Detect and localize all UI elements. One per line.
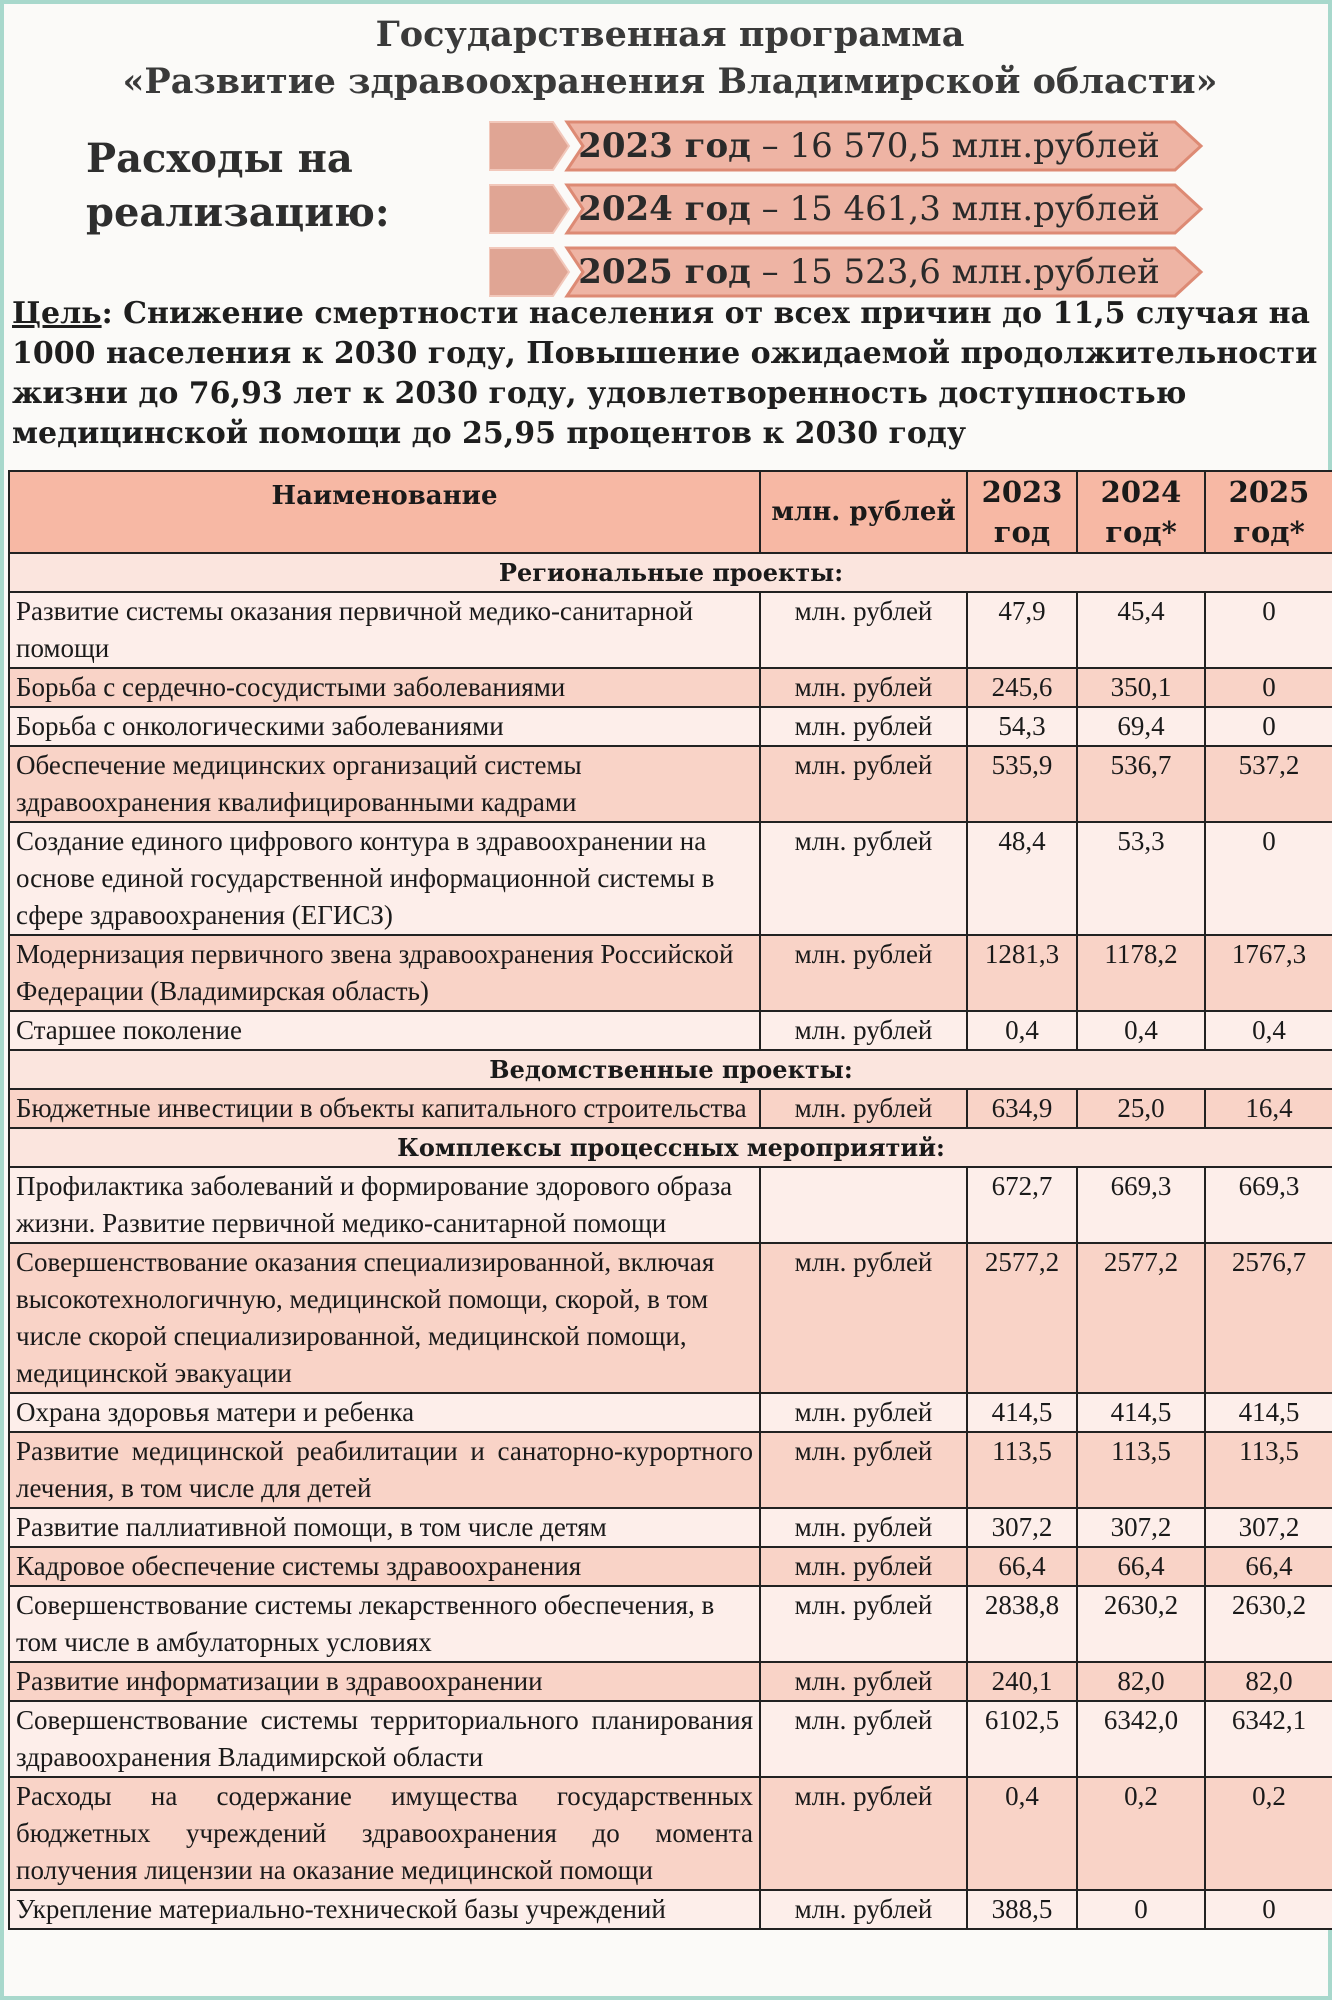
row-value-2024: 350,1 <box>1077 668 1205 707</box>
page-title-line2: «Развитие здравоохранения Владимирской области» <box>122 61 1218 102</box>
table-row <box>9 1243 1332 1393</box>
goal-description: : Снижение смертности населения от всех причин до 11,5 случая на 1000 населения к 2030 году, Повышение ожидаемой продолжительности жизни до 76,93 лет к 2030 году, удовлетворенность доступностью медицинской помощи до 25,95 процентов к 2030 году <box>12 296 1318 451</box>
header-name: Наименование <box>9 471 760 553</box>
row-name: Обеспечение медицинских организаций системы здравоохранения квалифицированными кадрами <box>9 746 760 822</box>
row-name: Укрепление материально-технической базы учреждений <box>9 1890 760 1929</box>
table-body <box>9 553 1332 1929</box>
row-unit: млн. рублей <box>760 1701 967 1777</box>
row-value-2023: 66,4 <box>967 1547 1077 1586</box>
header-2024-suffix: год* <box>1105 515 1177 549</box>
row-name: Совершенствование системы лекарственного обеспечения, в том числе в амбулаторных условиях <box>9 1586 760 1662</box>
table-row <box>9 1393 1332 1432</box>
row-name: Старшее поколение <box>9 1011 760 1050</box>
row-value-2025: 537,2 <box>1205 746 1332 822</box>
goal-text <box>12 294 1322 454</box>
row-name: Развитие медицинской реабилитации и санаторно-курортного лечения, в том числе для детей <box>9 1432 760 1508</box>
row-name: Модернизация первичного звена здравоохранения Российской Федерации (Владимирская область) <box>9 935 760 1011</box>
table-row <box>9 1547 1332 1586</box>
row-name: Развитие системы оказания первичной медико-санитарной помощи <box>9 592 760 668</box>
header-2023-year: 2023 <box>981 475 1063 509</box>
row-unit: млн. рублей <box>760 707 967 746</box>
row-value-2023: 245,6 <box>967 668 1077 707</box>
row-value-2024: 53,3 <box>1077 822 1205 935</box>
row-unit: млн. рублей <box>760 592 967 668</box>
row-name: Профилактика заболеваний и формирование здорового образа жизни. Развитие первичной медико-санитарной помощи <box>9 1167 760 1243</box>
expense-arrow-2025 <box>489 244 1205 300</box>
row-value-2023: 2577,2 <box>967 1243 1077 1393</box>
table-row <box>9 1167 1332 1243</box>
section-title: Ведомственные проекты: <box>9 1050 1332 1089</box>
row-name: Охрана здоровья матери и ребенка <box>9 1393 760 1432</box>
row-unit: млн. рублей <box>760 1011 967 1050</box>
expense-text-2025 <box>559 244 1179 300</box>
row-value-2023: 2838,8 <box>967 1586 1077 1662</box>
row-value-2024: 25,0 <box>1077 1089 1205 1128</box>
row-name: Бюджетные инвестиции в объекты капитального строительства <box>9 1089 760 1128</box>
row-value-2023: 0,4 <box>967 1777 1077 1890</box>
row-name: Борьба с сердечно-сосудистыми заболеваниями <box>9 668 760 707</box>
header-2024 <box>1077 471 1205 553</box>
row-value-2024: 45,4 <box>1077 592 1205 668</box>
table-header-row <box>9 471 1332 553</box>
header-unit: млн. рублей <box>760 471 967 553</box>
row-unit: млн. рублей <box>760 1432 967 1508</box>
row-name: Расходы на содержание имущества государственных бюджетных учреждений здравоохранения до момента получения лицензии на оказание медицинской помощи <box>9 1777 760 1890</box>
expense-amount: – 15 461,3 млн.рублей <box>750 189 1160 229</box>
table-row <box>9 592 1332 668</box>
row-value-2023: 634,9 <box>967 1089 1077 1128</box>
row-unit: млн. рублей <box>760 1586 967 1662</box>
expenses-label-line1: Расходы на <box>86 135 353 182</box>
row-value-2023: 414,5 <box>967 1393 1077 1432</box>
row-value-2024: 669,3 <box>1077 1167 1205 1243</box>
header-2025-suffix: год* <box>1233 515 1305 549</box>
row-value-2023: 6102,5 <box>967 1701 1077 1777</box>
expense-amount: – 15 523,6 млн.рублей <box>750 252 1160 292</box>
header-2024-year: 2024 <box>1100 475 1182 509</box>
row-value-2025: 82,0 <box>1205 1662 1332 1701</box>
row-value-2025: 0 <box>1205 1890 1332 1929</box>
row-value-2023: 535,9 <box>967 746 1077 822</box>
row-value-2024: 113,5 <box>1077 1432 1205 1508</box>
section-title: Комплексы процессных мероприятий: <box>9 1128 1332 1167</box>
row-value-2023: 307,2 <box>967 1508 1077 1547</box>
table-row <box>9 1432 1332 1508</box>
row-value-2025: 1767,3 <box>1205 935 1332 1011</box>
row-name: Кадровое обеспечение системы здравоохранения <box>9 1547 760 1586</box>
row-unit: млн. рублей <box>760 1547 967 1586</box>
section-header-row <box>9 1128 1332 1167</box>
row-value-2023: 388,5 <box>967 1890 1077 1929</box>
row-unit: млн. рублей <box>760 1662 967 1701</box>
row-value-2025: 2630,2 <box>1205 1586 1332 1662</box>
table-row <box>9 1089 1332 1128</box>
expense-amount: – 16 570,5 млн.рублей <box>750 126 1160 166</box>
table-row <box>9 1701 1332 1777</box>
section-header-row <box>9 1050 1332 1089</box>
row-unit: млн. рублей <box>760 746 967 822</box>
row-value-2025: 0,4 <box>1205 1011 1332 1050</box>
row-value-2023: 672,7 <box>967 1167 1077 1243</box>
row-value-2025: 0 <box>1205 707 1332 746</box>
row-value-2024: 66,4 <box>1077 1547 1205 1586</box>
table-row <box>9 1011 1332 1050</box>
table-row <box>9 746 1332 822</box>
row-value-2024: 0,4 <box>1077 1011 1205 1050</box>
row-value-2025: 2576,7 <box>1205 1243 1332 1393</box>
row-value-2024: 0,2 <box>1077 1777 1205 1890</box>
row-unit: млн. рублей <box>760 1393 967 1432</box>
expense-arrow-2024 <box>489 181 1205 237</box>
row-value-2023: 47,9 <box>967 592 1077 668</box>
row-value-2025: 0 <box>1205 592 1332 668</box>
expenses-label <box>86 132 390 240</box>
section-title: Региональные проекты: <box>9 553 1332 592</box>
row-value-2024: 536,7 <box>1077 746 1205 822</box>
row-value-2023: 113,5 <box>967 1432 1077 1508</box>
row-name: Совершенствование системы территориального планирования здравоохранения Владимирской области <box>9 1701 760 1777</box>
row-value-2025: 6342,1 <box>1205 1701 1332 1777</box>
row-unit: млн. рублей <box>760 1777 967 1890</box>
row-value-2025: 66,4 <box>1205 1547 1332 1586</box>
expenses-table <box>8 470 1332 1930</box>
table-row <box>9 1586 1332 1662</box>
expense-year: 2025 год <box>578 252 751 292</box>
expense-year: 2023 год <box>578 126 751 166</box>
table-row <box>9 1508 1332 1547</box>
row-value-2024: 414,5 <box>1077 1393 1205 1432</box>
row-value-2023: 54,3 <box>967 707 1077 746</box>
expense-year: 2024 год <box>578 189 751 229</box>
row-unit: млн. рублей <box>760 935 967 1011</box>
header-2025-year: 2025 <box>1228 475 1310 509</box>
header-2023 <box>967 471 1077 553</box>
row-unit: млн. рублей <box>760 1243 967 1393</box>
row-value-2024: 2630,2 <box>1077 1586 1205 1662</box>
row-value-2024: 2577,2 <box>1077 1243 1205 1393</box>
row-name: Развитие информатизации в здравоохранении <box>9 1662 760 1701</box>
header-2025 <box>1205 471 1332 553</box>
row-value-2023: 1281,3 <box>967 935 1077 1011</box>
row-value-2025: 113,5 <box>1205 1432 1332 1508</box>
row-unit: млн. рублей <box>760 1508 967 1547</box>
row-value-2025: 0,2 <box>1205 1777 1332 1890</box>
table-row <box>9 935 1332 1011</box>
table-row <box>9 668 1332 707</box>
row-name: Создание единого цифрового контура в здравоохранении на основе единой государственной информационной системы в сфере здравоохранения (ЕГИСЗ) <box>9 822 760 935</box>
table-row <box>9 1777 1332 1890</box>
row-name: Совершенствование оказания специализированной, включая высокотехнологичную, медицинской помощи, скорой, в том числе скорой специализированной, медицинской помощи, медицинской эвакуации <box>9 1243 760 1393</box>
row-unit <box>760 1167 967 1243</box>
row-value-2023: 0,4 <box>967 1011 1077 1050</box>
row-unit: млн. рублей <box>760 1089 967 1128</box>
row-value-2024: 6342,0 <box>1077 1701 1205 1777</box>
row-value-2023: 48,4 <box>967 822 1077 935</box>
table-row <box>9 822 1332 935</box>
row-value-2025: 0 <box>1205 822 1332 935</box>
row-value-2024: 0 <box>1077 1890 1205 1929</box>
row-value-2025: 307,2 <box>1205 1508 1332 1547</box>
goal-label: Цель <box>12 296 102 331</box>
row-name: Развитие паллиативной помощи, в том числе детям <box>9 1508 760 1547</box>
section-header-row <box>9 553 1332 592</box>
expense-text-2024 <box>559 181 1179 237</box>
row-name: Борьба с онкологическими заболеваниями <box>9 707 760 746</box>
expense-text-2023 <box>559 118 1179 174</box>
row-value-2024: 82,0 <box>1077 1662 1205 1701</box>
page-title-line1: Государственная программа <box>375 14 965 55</box>
row-value-2023: 240,1 <box>967 1662 1077 1701</box>
row-value-2025: 16,4 <box>1205 1089 1332 1128</box>
row-value-2024: 69,4 <box>1077 707 1205 746</box>
expenses-label-line2: реализацию: <box>86 189 390 236</box>
table-row <box>9 1890 1332 1929</box>
row-unit: млн. рублей <box>760 668 967 707</box>
table-row <box>9 707 1332 746</box>
row-value-2024: 307,2 <box>1077 1508 1205 1547</box>
row-value-2025: 0 <box>1205 668 1332 707</box>
row-unit: млн. рублей <box>760 1890 967 1929</box>
row-unit: млн. рублей <box>760 822 967 935</box>
table-row <box>9 1662 1332 1701</box>
header-2023-suffix: год <box>993 515 1051 549</box>
row-value-2025: 669,3 <box>1205 1167 1332 1243</box>
row-value-2024: 1178,2 <box>1077 935 1205 1011</box>
row-value-2025: 414,5 <box>1205 1393 1332 1432</box>
expense-arrow-2023 <box>489 118 1205 174</box>
